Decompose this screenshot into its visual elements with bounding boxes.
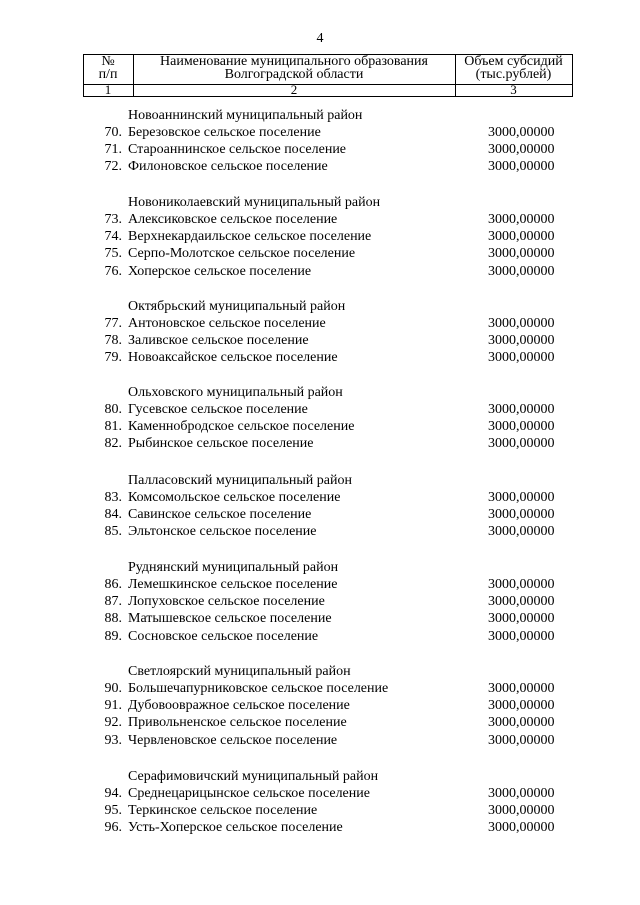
- settlement-name: Хоперское сельское поселение: [128, 263, 312, 279]
- header-col-number: [83, 55, 133, 81]
- settlement-name: Лемешкинское сельское поселение: [128, 577, 338, 592]
- settlement-name: Дубовоовражное сельское поселение: [128, 698, 350, 714]
- table-row: [0, 489, 640, 506]
- settlement-name: Староаннинское сельское поселение: [128, 142, 347, 158]
- settlement-name: Рыбинское сельское поселение: [128, 436, 314, 452]
- table-row: [0, 697, 640, 714]
- row-number: 85.: [104, 524, 122, 540]
- district-heading: Ольховского муниципальный район: [128, 385, 343, 400]
- subsidy-value: 3000,00000: [488, 594, 555, 610]
- table-row: [0, 576, 640, 593]
- district-heading: Светлоярский муниципальный район: [128, 664, 351, 679]
- subsidy-value: 3000,00000: [488, 611, 555, 627]
- settlement-name: Сосновское сельское поселение: [128, 628, 319, 644]
- row-number: 72.: [104, 159, 122, 175]
- header-col-name-line2: Волгоградской области: [224, 67, 364, 82]
- settlement-name: Верхнекардаильское сельское поселение: [128, 229, 372, 245]
- settlement-name: Среднецарицынское сельское поселение: [128, 786, 370, 801]
- table-row: [0, 714, 640, 731]
- settlement-name: Теркинское сельское поселение: [128, 803, 318, 819]
- table-row: [0, 315, 640, 332]
- row-number: 95.: [104, 803, 122, 819]
- settlement-name: Березовское сельское поселение: [128, 125, 321, 140]
- settlement-name: Эльтонское сельское поселение: [128, 524, 317, 540]
- subsidy-value: 3000,00000: [488, 820, 555, 836]
- subsidy-value: 3000,00000: [488, 436, 555, 452]
- settlement-name: Филоновское сельское поселение: [128, 159, 328, 175]
- table-row: [0, 332, 640, 349]
- header-border-right: [572, 54, 573, 97]
- row-number: 73.: [104, 212, 122, 227]
- header-col-subsidy: [455, 55, 572, 81]
- district-heading: Палласовский муниципальный район: [128, 473, 352, 488]
- subsidy-value: 3000,00000: [488, 628, 555, 644]
- table-row: [0, 158, 640, 175]
- row-number: 77.: [104, 316, 122, 331]
- row-number: 78.: [104, 333, 122, 349]
- header-col-number-line2: п/п: [98, 67, 118, 82]
- subsidy-value: 3000,00000: [488, 681, 555, 696]
- row-number: 83.: [104, 490, 122, 505]
- row-number: 87.: [104, 594, 122, 610]
- table-row: [0, 732, 640, 749]
- settlement-name: Серпо-Молотское сельское поселение: [128, 246, 356, 262]
- row-number: 96.: [104, 820, 122, 836]
- settlement-name: Антоновское сельское поселение: [128, 316, 326, 331]
- district-heading: Новониколаевский муниципальный район: [128, 195, 381, 210]
- table-row: [0, 680, 640, 697]
- header-col-subsidy-line2: (тыс.рублей): [475, 67, 552, 82]
- settlement-name: Привольненское сельское поселение: [128, 715, 347, 731]
- settlement-name: Комсомольское сельское поселение: [128, 490, 341, 505]
- subsidy-value: 3000,00000: [488, 246, 555, 262]
- row-number: 84.: [104, 507, 122, 523]
- header-col-name-line1: Наименование муниципального образования: [160, 54, 428, 69]
- row-number: 93.: [104, 732, 122, 748]
- subsidy-value: 3000,00000: [488, 159, 555, 175]
- page-number: 4: [316, 31, 324, 46]
- settlement-name: Лопуховское сельское поселение: [128, 594, 325, 610]
- subsidy-value: 3000,00000: [488, 732, 555, 748]
- settlement-name: Матышевское сельское поселение: [128, 611, 332, 627]
- table-row: [0, 141, 640, 158]
- settlement-name: Гусевское сельское поселение: [128, 402, 308, 417]
- table-row: [0, 819, 640, 836]
- settlement-name: Каменнобродское сельское поселение: [128, 419, 355, 435]
- row-number: 75.: [104, 246, 122, 262]
- subsidy-value: 3000,00000: [488, 524, 555, 540]
- row-number: 82.: [104, 436, 122, 452]
- table-row: [0, 506, 640, 523]
- subsidy-value: 3000,00000: [488, 402, 555, 417]
- district-heading: Руднянский муниципальный район: [128, 560, 339, 575]
- table-row: [0, 124, 640, 141]
- header-num-3: 3: [510, 82, 517, 97]
- row-number: 79.: [104, 350, 122, 366]
- table-row: [0, 349, 640, 366]
- subsidy-value: 3000,00000: [488, 490, 555, 505]
- subsidy-value: 3000,00000: [488, 786, 555, 801]
- settlement-name: Савинское сельское поселение: [128, 507, 312, 523]
- subsidy-value: 3000,00000: [488, 212, 555, 227]
- table-row: [0, 211, 640, 228]
- table-row: [0, 593, 640, 610]
- subsidy-value: 3000,00000: [488, 229, 555, 245]
- subsidy-value: 3000,00000: [488, 803, 555, 819]
- table-row: [0, 263, 640, 280]
- row-number: 94.: [104, 786, 122, 801]
- table-row: [0, 802, 640, 819]
- header-num-1: 1: [104, 82, 112, 97]
- table-row: [0, 418, 640, 435]
- subsidy-value: 3000,00000: [488, 333, 555, 349]
- settlement-name: Усть-Хоперское сельское поселение: [128, 820, 343, 836]
- row-number: 90.: [104, 681, 122, 696]
- subsidy-value: 3000,00000: [488, 316, 555, 331]
- subsidy-value: 3000,00000: [488, 125, 555, 140]
- district-heading: Новоаннинский муниципальный район: [128, 108, 363, 123]
- row-number: 91.: [104, 698, 122, 714]
- table-row: [0, 523, 640, 540]
- table-row: [0, 628, 640, 645]
- row-number: 76.: [104, 263, 122, 279]
- settlement-name: Заливское сельское поселение: [128, 333, 309, 349]
- settlement-name: Алексиковское сельское поселение: [128, 212, 338, 227]
- subsidy-value: 3000,00000: [488, 142, 555, 158]
- district-heading: Октябрьский муниципальный район: [128, 299, 346, 314]
- subsidy-value: 3000,00000: [488, 350, 555, 366]
- header-col-name: [133, 55, 455, 81]
- settlement-name: Большечапурниковское сельское поселение: [128, 681, 389, 696]
- subsidy-value: 3000,00000: [488, 419, 555, 435]
- header-bottom-rule: [83, 96, 573, 97]
- subsidy-value: 3000,00000: [488, 263, 555, 279]
- header-num-2: 2: [290, 82, 298, 97]
- subsidy-value: 3000,00000: [488, 698, 555, 714]
- settlement-name: Червленовское сельское поселение: [128, 732, 338, 748]
- table-row: [0, 401, 640, 418]
- table-row: [0, 228, 640, 245]
- row-number: 71.: [104, 142, 122, 158]
- header-col-number-line1: №: [101, 54, 115, 69]
- header-col-subsidy-line1: Объем субсидий: [464, 54, 563, 69]
- subsidy-value: 3000,00000: [488, 507, 555, 523]
- table-row: [0, 435, 640, 452]
- row-number: 70.: [104, 125, 122, 140]
- table-row: [0, 245, 640, 262]
- row-number: 81.: [104, 419, 122, 435]
- row-number: 86.: [104, 577, 122, 592]
- table-row: [0, 785, 640, 802]
- subsidy-value: 3000,00000: [488, 715, 555, 731]
- row-number: 92.: [104, 715, 122, 731]
- district-heading: Серафимовичский муниципальный район: [128, 769, 379, 784]
- table-row: [0, 610, 640, 627]
- table-header: [83, 54, 573, 97]
- subsidy-value: 3000,00000: [488, 577, 555, 592]
- settlement-name: Новоаксайское сельское поселение: [128, 350, 338, 366]
- row-number: 74.: [104, 229, 122, 245]
- row-number: 80.: [104, 402, 122, 417]
- row-number: 88.: [104, 611, 122, 627]
- row-number: 89.: [104, 628, 122, 644]
